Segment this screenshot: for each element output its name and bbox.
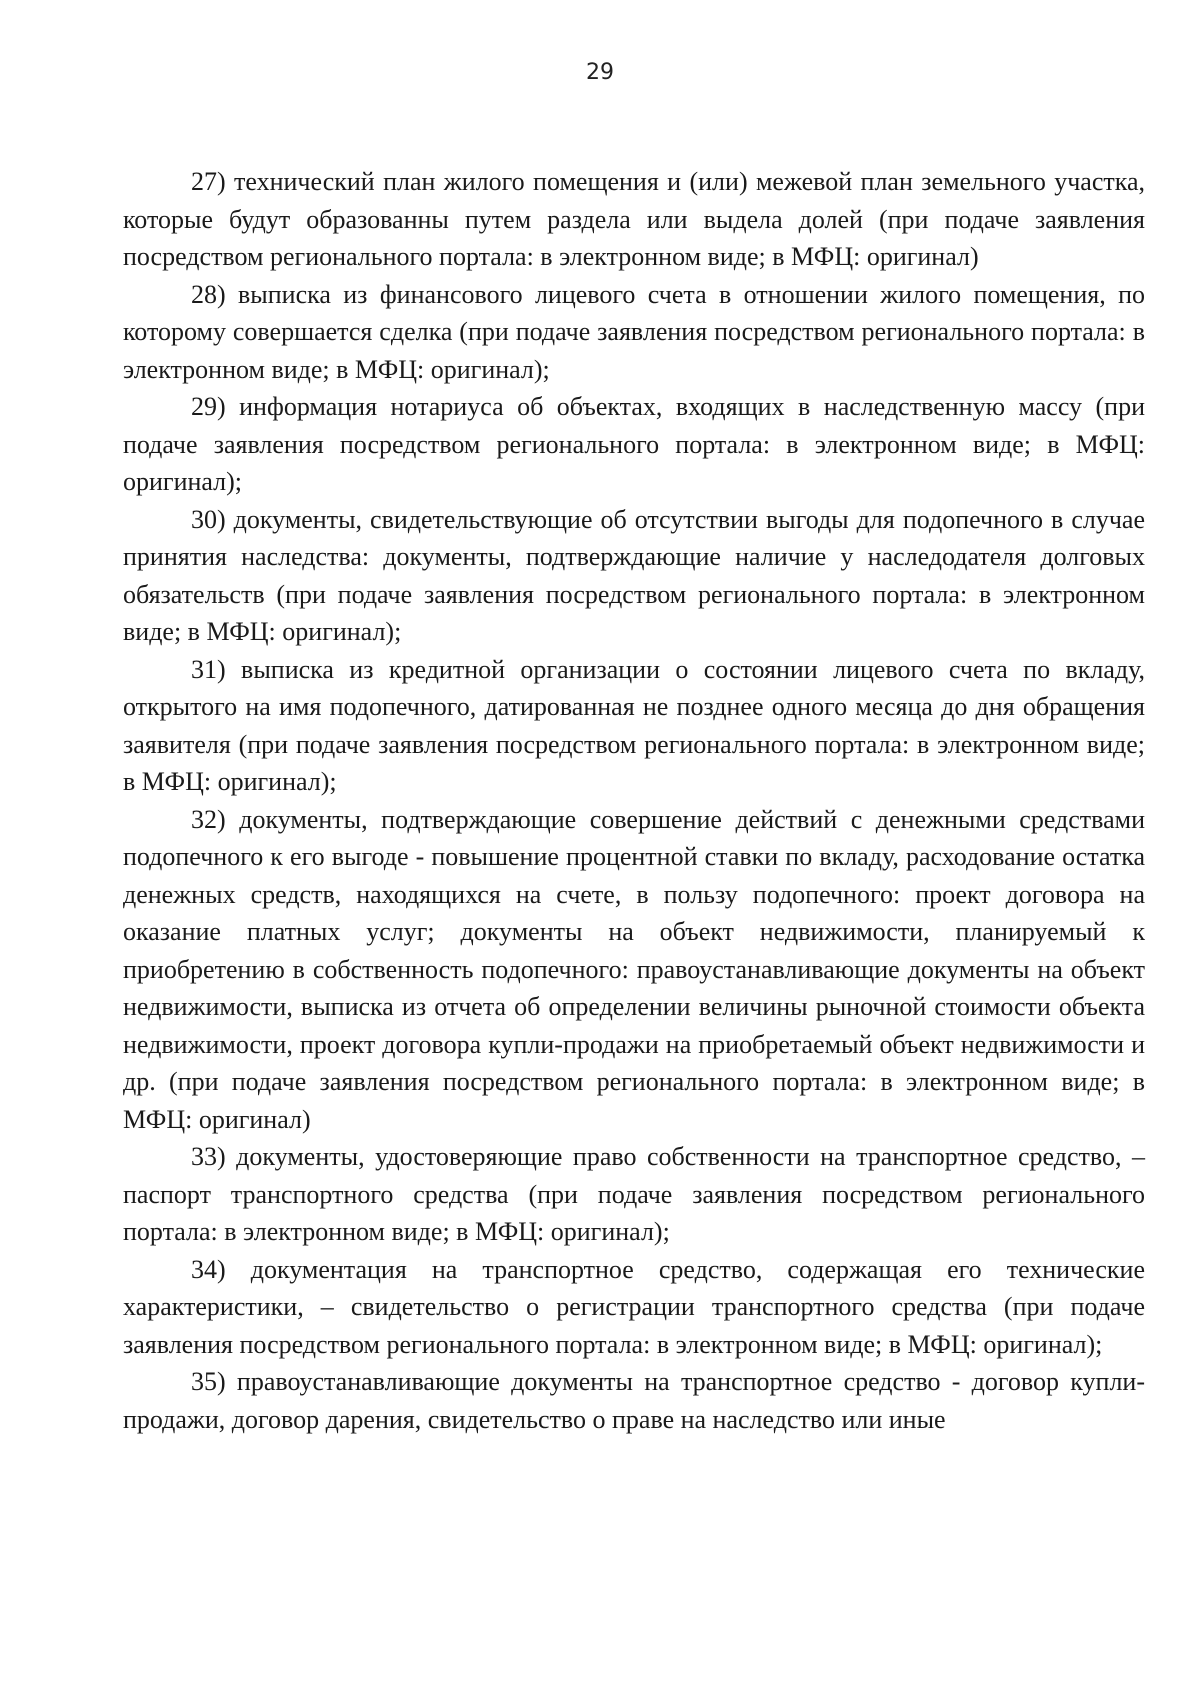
list-item: 35) правоустанавливающие документы на транспортное средство - договор купли-продажи, договор дарения, свидетельство о праве на наследство или иные [123,1367,1145,1434]
list-item: 34) документация на транспортное средство, содержащая его технические характеристики, – свидетельство о регистрации транспортного средства (при подаче заявления посредством регионального портала: в электронном виде; в МФЦ: оригинал); [123,1254,1145,1359]
list-item: 32) документы, подтверждающие совершение действий с денежными средствами подопечного к его выгоде - повышение процентной ставки по вкладу, расходование остатка денежных средств, находящихся на счете, в пользу подопечного: проект договора на оказание платных услуг; документы на объект недвижимости, планируемый к приобретению в собственность подопечного: правоустанавливающие документы на объект недвижимости, выписка из отчета об определении величины рыночной стоимости объекта недвижимости, проект договора купли-продажи на приобретаемый объект недвижимости и др. (при подаче заявления посредством регионального портала: в электронном виде; в МФЦ: оригинал) [123,804,1145,1134]
list-item: 27) технический план жилого помещения и (или) межевой план земельного участка, которые будут образованны путем раздела или выдела долей (при подаче заявления посредством регионального портала: в электронном виде; в МФЦ: оригинал) [123,167,1145,271]
list-item: 28) выписка из финансового лицевого счета в отношении жилого помещения, по которому совершается сделка (при подаче заявления посредством регионального портала: в электронном виде; в МФЦ: оригинал); [123,279,1145,384]
list-item: 30) документы, свидетельствующие об отсутствии выгоды для подопечного в случае принятия наследства: документы, подтверждающие наличие у наследодателя долговых обязательств (при подаче заявления посредством регионального портала: в электронном виде; в МФЦ: оригинал); [123,504,1145,646]
list-item: 31) выписка из кредитной организации о состоянии лицевого счета по вкладу, открытого на имя подопечного, датированная не позднее одного месяца до дня обращения заявителя (при подаче заявления посредством регионального портала: в электронном виде; в МФЦ: оригинал); [123,654,1145,796]
list-item: 33) документы, удостоверяющие право собственности на транспортное средство, – паспорт транспортного средства (при подаче заявления посредством регионального портала: в электронном виде; в МФЦ: оригинал); [123,1142,1145,1246]
page-number: 29 [586,60,614,85]
document-body [123,163,1145,1438]
list-item: 29) информация нотариуса об объектах, входящих в наследственную массу (при подаче заявления посредством регионального портала: в электронном виде; в МФЦ: оригинал); [123,392,1145,496]
